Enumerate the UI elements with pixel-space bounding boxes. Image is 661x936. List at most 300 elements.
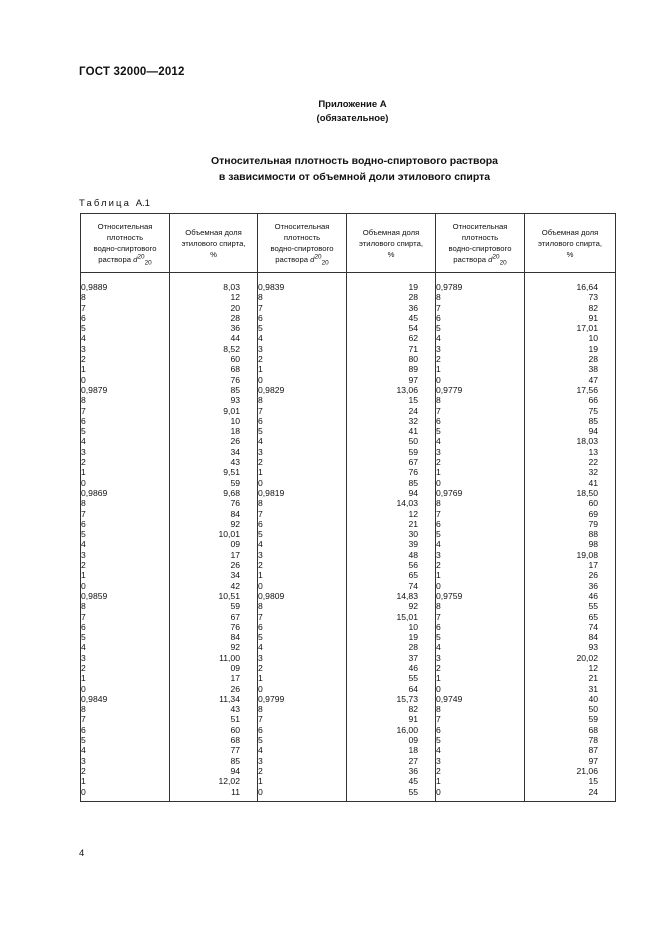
density-cell: 4 <box>436 642 525 652</box>
volume-cell: 92 <box>347 601 436 611</box>
density-cell: 0,9809 <box>258 591 347 601</box>
symbol-sub: 20 <box>499 259 507 267</box>
table-row <box>81 303 616 313</box>
table-row <box>81 467 616 477</box>
volume-cell: 09 <box>170 663 258 673</box>
volume-cell: 19 <box>347 632 436 642</box>
volume-cell: 30 <box>347 529 436 539</box>
volume-cell: 78 <box>525 735 616 745</box>
volume-cell: 17 <box>525 560 616 570</box>
volume-cell: 93 <box>525 642 616 652</box>
table-row <box>81 642 616 652</box>
density-cell: 7 <box>258 303 347 313</box>
volume-cell: 18 <box>170 426 258 436</box>
volume-cell: 21,06 <box>525 766 616 776</box>
density-cell: 4 <box>436 539 525 549</box>
volume-cell: 22 <box>525 457 616 467</box>
volume-cell: 62 <box>347 333 436 343</box>
volume-cell: 20,02 <box>525 653 616 663</box>
density-cell: 2 <box>436 766 525 776</box>
volume-cell: 28 <box>525 354 616 364</box>
header-density-3 <box>436 214 525 273</box>
density-symbol: d <box>488 255 493 264</box>
volume-cell: 21 <box>347 519 436 529</box>
density-cell: 2 <box>81 354 170 364</box>
appendix-note: (обязательное) <box>316 113 389 124</box>
density-cell: 6 <box>81 416 170 426</box>
volume-cell: 76 <box>170 622 258 632</box>
volume-cell: 44 <box>170 333 258 343</box>
header-text: Относительная <box>452 222 508 231</box>
appendix-title: Приложение А <box>318 99 387 110</box>
volume-cell: 39 <box>347 539 436 549</box>
density-cell: 0,9849 <box>81 694 170 704</box>
density-cell: 7 <box>258 406 347 416</box>
density-cell: 4 <box>81 333 170 343</box>
density-table <box>80 213 616 802</box>
volume-cell: 17,56 <box>525 385 616 395</box>
header-text: % <box>387 249 395 259</box>
density-cell: 3 <box>81 344 170 354</box>
volume-cell: 54 <box>347 323 436 333</box>
density-cell: 6 <box>436 622 525 632</box>
volume-cell: 92 <box>170 519 258 529</box>
volume-cell: 59 <box>347 447 436 457</box>
table-label-word: Таблица <box>79 198 131 209</box>
density-cell: 0 <box>81 787 170 802</box>
table-row <box>81 273 616 293</box>
volume-cell: 41 <box>525 478 616 488</box>
volume-cell: 36 <box>170 323 258 333</box>
density-cell: 1 <box>258 467 347 477</box>
header-volume-2 <box>347 214 436 273</box>
density-cell: 0 <box>258 787 347 802</box>
density-cell: 0 <box>258 684 347 694</box>
table-row <box>81 725 616 735</box>
volume-cell: 41 <box>347 426 436 436</box>
table-row <box>81 694 616 704</box>
table-row <box>81 570 616 580</box>
density-cell: 1 <box>81 570 170 580</box>
volume-cell: 11,00 <box>170 653 258 663</box>
density-cell: 2 <box>436 560 525 570</box>
symbol-sup: 20 <box>314 253 322 261</box>
symbol-sub: 20 <box>144 259 152 267</box>
density-cell: 1 <box>436 776 525 786</box>
density-cell: 2 <box>81 663 170 673</box>
density-cell: 6 <box>436 725 525 735</box>
density-cell: 4 <box>81 642 170 652</box>
volume-cell: 24 <box>347 406 436 416</box>
density-cell: 8 <box>436 498 525 508</box>
density-cell: 1 <box>258 673 347 683</box>
density-cell: 6 <box>258 313 347 323</box>
volume-cell: 28 <box>347 642 436 652</box>
density-cell: 5 <box>258 735 347 745</box>
header-text: этилового спирта, <box>538 238 602 248</box>
volume-cell: 26 <box>170 436 258 446</box>
table-row <box>81 426 616 436</box>
density-cell: 4 <box>258 436 347 446</box>
volume-cell: 59 <box>170 478 258 488</box>
volume-cell: 77 <box>170 745 258 755</box>
density-cell: 5 <box>258 632 347 642</box>
header-text: раствора <box>453 255 487 264</box>
table-row <box>81 436 616 446</box>
density-cell: 3 <box>258 447 347 457</box>
density-cell: 0 <box>436 375 525 385</box>
volume-cell: 67 <box>170 612 258 622</box>
table-row <box>81 632 616 642</box>
density-cell: 0,9759 <box>436 591 525 601</box>
density-cell: 4 <box>258 539 347 549</box>
density-cell: 7 <box>436 406 525 416</box>
density-cell: 0 <box>258 581 347 591</box>
volume-cell: 40 <box>525 694 616 704</box>
volume-cell: 26 <box>170 684 258 694</box>
density-cell: 0 <box>258 478 347 488</box>
volume-cell: 94 <box>170 766 258 776</box>
volume-cell: 17 <box>170 550 258 560</box>
volume-cell: 43 <box>170 457 258 467</box>
density-cell: 1 <box>81 776 170 786</box>
table-row <box>81 519 616 529</box>
volume-cell: 15,73 <box>347 694 436 704</box>
density-cell: 0,9889 <box>81 273 170 293</box>
density-cell: 1 <box>436 673 525 683</box>
volume-cell: 12 <box>347 509 436 519</box>
volume-cell: 84 <box>170 509 258 519</box>
header-text: Объемная доля <box>185 227 242 237</box>
volume-cell: 36 <box>347 766 436 776</box>
volume-cell: 36 <box>525 581 616 591</box>
header-volume-3 <box>525 214 616 273</box>
table-row <box>81 447 616 457</box>
volume-cell: 74 <box>347 581 436 591</box>
density-cell: 2 <box>258 457 347 467</box>
density-cell: 6 <box>81 725 170 735</box>
table-row <box>81 787 616 802</box>
volume-cell: 46 <box>347 663 436 673</box>
table-row <box>81 539 616 549</box>
volume-cell: 10,01 <box>170 529 258 539</box>
density-cell: 5 <box>81 529 170 539</box>
table-row <box>81 344 616 354</box>
density-cell: 6 <box>436 416 525 426</box>
density-cell: 5 <box>436 632 525 642</box>
density-cell: 7 <box>81 612 170 622</box>
table-row <box>81 591 616 601</box>
volume-cell: 26 <box>525 570 616 580</box>
density-cell: 0,9829 <box>258 385 347 395</box>
table-row <box>81 756 616 766</box>
volume-cell: 97 <box>347 375 436 385</box>
density-cell: 1 <box>81 673 170 683</box>
table-row <box>81 560 616 570</box>
density-cell: 2 <box>258 766 347 776</box>
density-cell: 0,9769 <box>436 488 525 498</box>
density-cell: 8 <box>81 292 170 302</box>
volume-cell: 28 <box>170 313 258 323</box>
density-cell: 3 <box>81 756 170 766</box>
volume-cell: 80 <box>347 354 436 364</box>
volume-cell: 12 <box>525 663 616 673</box>
volume-cell: 68 <box>170 364 258 374</box>
density-cell: 1 <box>258 364 347 374</box>
volume-cell: 32 <box>347 416 436 426</box>
density-cell: 6 <box>258 622 347 632</box>
density-cell: 5 <box>258 426 347 436</box>
volume-cell: 24 <box>525 787 616 802</box>
symbol-sup: 20 <box>492 253 500 261</box>
volume-cell: 15 <box>525 776 616 786</box>
density-cell: 3 <box>258 653 347 663</box>
volume-cell: 82 <box>347 704 436 714</box>
density-cell: 7 <box>436 509 525 519</box>
table-row <box>81 601 616 611</box>
header-density-1 <box>81 214 170 273</box>
density-cell: 8 <box>258 498 347 508</box>
volume-cell: 85 <box>170 756 258 766</box>
table-row <box>81 395 616 405</box>
volume-cell: 85 <box>347 478 436 488</box>
volume-cell: 73 <box>525 292 616 302</box>
header-text: плотность <box>283 233 321 242</box>
volume-cell: 51 <box>170 714 258 724</box>
volume-cell: 76 <box>170 498 258 508</box>
volume-cell: 18,03 <box>525 436 616 446</box>
table-row <box>81 745 616 755</box>
table-row <box>81 704 616 714</box>
volume-cell: 45 <box>347 776 436 786</box>
density-cell: 5 <box>81 735 170 745</box>
table-body <box>81 273 616 802</box>
density-cell: 7 <box>81 303 170 313</box>
header-text: Относительная <box>274 222 330 231</box>
density-cell: 1 <box>436 364 525 374</box>
volume-cell: 8,03 <box>170 273 258 293</box>
table-row <box>81 673 616 683</box>
volume-cell: 65 <box>525 612 616 622</box>
volume-cell: 26 <box>170 560 258 570</box>
header-text: плотность <box>461 233 499 242</box>
density-cell: 2 <box>258 354 347 364</box>
volume-cell: 18,50 <box>525 488 616 498</box>
density-cell: 8 <box>258 704 347 714</box>
density-cell: 5 <box>81 632 170 642</box>
density-cell: 2 <box>81 457 170 467</box>
volume-cell: 11,34 <box>170 694 258 704</box>
density-cell: 3 <box>81 550 170 560</box>
table-row <box>81 333 616 343</box>
volume-cell: 87 <box>525 745 616 755</box>
density-cell: 7 <box>81 714 170 724</box>
header-text: Относительная <box>97 222 153 231</box>
page-number: 4 <box>79 848 85 859</box>
density-cell: 1 <box>81 364 170 374</box>
symbol-sup: 20 <box>137 253 145 261</box>
volume-cell: 17 <box>170 673 258 683</box>
table-row <box>81 684 616 694</box>
table-row <box>81 529 616 539</box>
volume-cell: 59 <box>170 601 258 611</box>
volume-cell: 46 <box>525 591 616 601</box>
density-cell: 5 <box>436 735 525 745</box>
density-cell: 3 <box>436 653 525 663</box>
header-text: водно-спиртового <box>93 244 157 253</box>
density-cell: 7 <box>436 714 525 724</box>
volume-cell: 55 <box>525 601 616 611</box>
volume-cell: 55 <box>347 673 436 683</box>
table-row <box>81 550 616 560</box>
density-cell: 4 <box>258 642 347 652</box>
density-cell: 2 <box>436 663 525 673</box>
density-cell: 7 <box>258 714 347 724</box>
density-cell: 0 <box>81 581 170 591</box>
density-cell: 5 <box>258 323 347 333</box>
volume-cell: 65 <box>347 570 436 580</box>
density-cell: 7 <box>81 406 170 416</box>
density-cell: 4 <box>81 436 170 446</box>
density-cell: 0 <box>81 478 170 488</box>
volume-cell: 69 <box>525 509 616 519</box>
header-text: Объемная доля <box>541 227 599 237</box>
volume-cell: 19,08 <box>525 550 616 560</box>
density-cell: 3 <box>258 550 347 560</box>
volume-cell: 85 <box>170 385 258 395</box>
table-row <box>81 385 616 395</box>
table-label <box>79 198 150 209</box>
density-cell: 2 <box>258 663 347 673</box>
volume-cell: 13 <box>525 447 616 457</box>
table-row <box>81 735 616 745</box>
density-cell: 0,9859 <box>81 591 170 601</box>
density-cell: 7 <box>258 509 347 519</box>
volume-cell: 18 <box>347 745 436 755</box>
volume-cell: 97 <box>525 756 616 766</box>
header-text: водно-спиртового <box>448 244 512 253</box>
density-cell: 0,9869 <box>81 488 170 498</box>
density-cell: 7 <box>436 612 525 622</box>
volume-cell: 34 <box>170 570 258 580</box>
volume-cell: 59 <box>525 714 616 724</box>
volume-cell: 28 <box>347 292 436 302</box>
table-row <box>81 653 616 663</box>
header-text: этилового спирта, <box>181 238 246 248</box>
table-row <box>81 457 616 467</box>
density-cell: 2 <box>436 457 525 467</box>
volume-cell: 67 <box>347 457 436 467</box>
volume-cell: 48 <box>347 550 436 560</box>
density-cell: 4 <box>81 745 170 755</box>
volume-cell: 84 <box>525 632 616 642</box>
density-cell: 6 <box>258 519 347 529</box>
volume-cell: 55 <box>347 787 436 802</box>
volume-cell: 38 <box>525 364 616 374</box>
volume-cell: 12,02 <box>170 776 258 786</box>
volume-cell: 94 <box>347 488 436 498</box>
table-row <box>81 714 616 724</box>
standard-designation: ГОСТ 32000—2012 <box>79 66 185 78</box>
header-text: водно-спиртового <box>270 244 334 253</box>
table-row <box>81 498 616 508</box>
density-cell: 8 <box>258 292 347 302</box>
symbol-sub: 20 <box>321 259 329 267</box>
volume-cell: 79 <box>525 519 616 529</box>
density-cell: 8 <box>436 704 525 714</box>
table-row <box>81 292 616 302</box>
density-cell: 0,9779 <box>436 385 525 395</box>
header-text: раствора <box>98 255 132 264</box>
volume-cell: 37 <box>347 653 436 663</box>
volume-cell: 64 <box>347 684 436 694</box>
volume-cell: 76 <box>347 467 436 477</box>
volume-cell: 98 <box>525 539 616 549</box>
density-cell: 2 <box>436 354 525 364</box>
volume-cell: 9,51 <box>170 467 258 477</box>
table-row <box>81 406 616 416</box>
header-text: этилового спирта, <box>359 238 423 248</box>
table-row <box>81 622 616 632</box>
volume-cell: 10,51 <box>170 591 258 601</box>
volume-cell: 71 <box>347 344 436 354</box>
table-row <box>81 663 616 673</box>
density-cell: 5 <box>436 323 525 333</box>
density-cell: 8 <box>436 601 525 611</box>
volume-cell: 27 <box>347 756 436 766</box>
volume-cell: 09 <box>347 735 436 745</box>
density-cell: 0,9839 <box>258 273 347 293</box>
volume-cell: 91 <box>347 714 436 724</box>
density-cell: 8 <box>81 395 170 405</box>
density-cell: 3 <box>436 550 525 560</box>
density-cell: 4 <box>258 745 347 755</box>
density-cell: 0 <box>436 787 525 802</box>
density-cell: 6 <box>81 313 170 323</box>
density-cell: 8 <box>436 292 525 302</box>
table-row <box>81 478 616 488</box>
volume-cell: 10 <box>347 622 436 632</box>
volume-cell: 14,03 <box>347 498 436 508</box>
density-cell: 0 <box>436 478 525 488</box>
density-cell: 6 <box>436 519 525 529</box>
volume-cell: 75 <box>525 406 616 416</box>
volume-cell: 84 <box>170 632 258 642</box>
volume-cell: 34 <box>170 447 258 457</box>
density-cell: 1 <box>258 776 347 786</box>
density-cell: 0,9789 <box>436 273 525 293</box>
header-text: Объемная доля <box>362 227 420 237</box>
density-cell: 4 <box>81 539 170 549</box>
table-row <box>81 323 616 333</box>
density-cell: 4 <box>258 333 347 343</box>
volume-cell: 50 <box>347 436 436 446</box>
density-cell: 3 <box>258 756 347 766</box>
density-cell: 4 <box>436 333 525 343</box>
density-cell: 7 <box>81 509 170 519</box>
density-cell: 0,9819 <box>258 488 347 498</box>
volume-cell: 19 <box>347 273 436 293</box>
density-cell: 6 <box>81 622 170 632</box>
header-density-2 <box>258 214 347 273</box>
density-cell: 2 <box>258 560 347 570</box>
volume-cell: 47 <box>525 375 616 385</box>
volume-cell: 19 <box>525 344 616 354</box>
volume-cell: 12 <box>170 292 258 302</box>
density-cell: 3 <box>436 344 525 354</box>
density-cell: 1 <box>436 467 525 477</box>
header-text: % <box>210 249 217 259</box>
